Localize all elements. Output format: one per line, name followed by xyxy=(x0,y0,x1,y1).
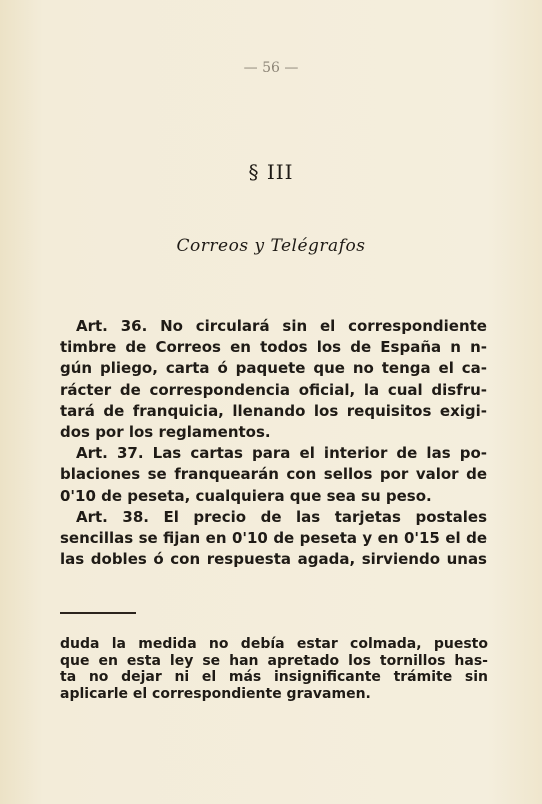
section-heading: § III xyxy=(248,160,294,184)
body-line: timbre de Correos en todos los de España n n- xyxy=(60,338,487,357)
footnote-divider xyxy=(60,612,136,614)
body-line: blaciones se franquearán con sellos por valor de xyxy=(60,465,487,484)
page-number: — 56 — xyxy=(243,60,299,76)
body-line: dos por los reglamentos. xyxy=(60,423,271,442)
footnote-line: duda la medida no debía estar colmada, puesto xyxy=(60,636,488,652)
body-line: Art. 37. Las cartas para el interior de las po- xyxy=(76,444,487,463)
body-line: tará de franquicia, llenando los requisitos exigi- xyxy=(60,401,487,420)
footnote-line: que en esta ley se han apretado los tornillos has- xyxy=(60,652,488,669)
body-line: gún pliego, carta ó paquete que no tenga el ca- xyxy=(60,359,487,378)
body-line: 0'10 de peseta, cualquiera que sea su peso. xyxy=(60,486,432,505)
body-line: rácter de correspondencia oficial, la cual disfru- xyxy=(60,380,487,399)
body-line: sencillas se fijan en 0'10 de peseta y en 0'15 el de xyxy=(60,529,487,548)
body-line: Art. 36. No circulará sin el correspondiente xyxy=(76,317,487,335)
section-title: Correos y Telégrafos xyxy=(176,236,366,256)
footnote-line: ta no dejar ni el más insignificante trámite sin xyxy=(60,669,488,685)
footnote-line: aplicarle el correspondiente gravamen. xyxy=(60,685,371,702)
body-text xyxy=(60,316,487,570)
body-line: Art. 38. El precio de las tarjetas postales xyxy=(76,507,487,526)
body-line: las dobles ó con respuesta agada, sirviendo unas xyxy=(60,550,487,569)
footnote xyxy=(60,636,488,702)
